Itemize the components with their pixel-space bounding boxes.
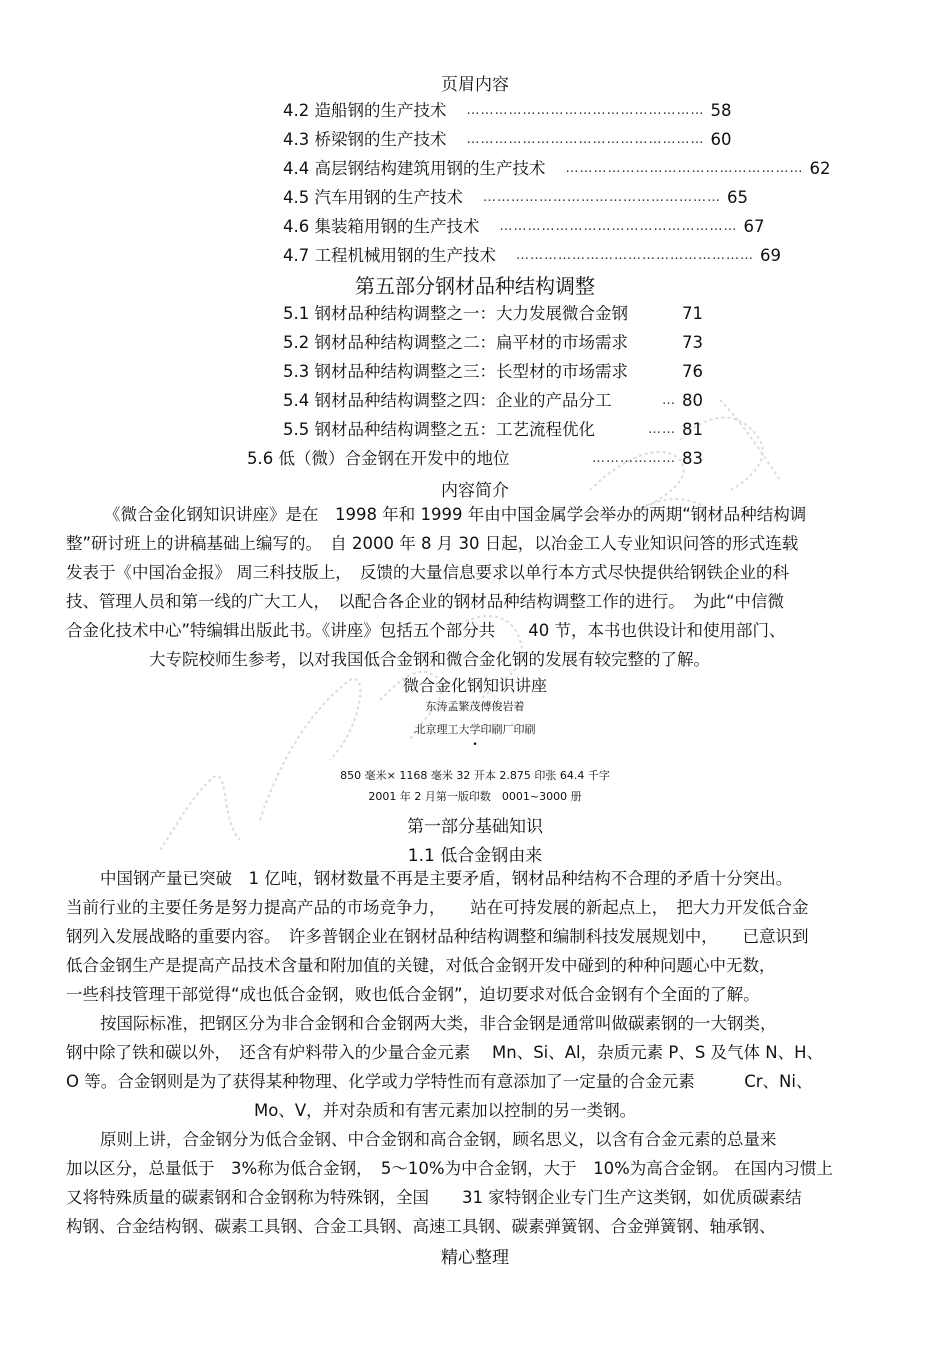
toc-entry-title: 4.3 桥梁钢的生产技术 <box>283 130 447 149</box>
book-edition: 2001 年 2 月第一版印数 0001~3000 册 <box>368 790 582 803</box>
toc-leader <box>648 302 676 326</box>
toc-entry-title: 4.2 造船钢的生产技术 <box>283 101 447 120</box>
text-line: 当前行业的主要任务是努力提高产品的市场竞争力， 站在可持发展的新起点上， 把大力开发低合金 <box>66 898 809 917</box>
toc-leader: …… <box>648 422 676 437</box>
toc-entry[interactable] <box>283 244 781 268</box>
part1-title: 第一部分基础知识 <box>407 817 543 837</box>
book-title: 微合金化钢知识讲座 <box>402 676 547 695</box>
toc-entry-title: 4.5 汽车用钢的生产技术 <box>283 188 463 207</box>
book-spec: 850 毫米× 1168 毫米 32 开本 2.875 印张 64.4 千字 <box>340 769 610 782</box>
toc-entry-title: 5.4 钢材品种结构调整之四：企业的产品分工 <box>283 391 612 410</box>
page-header: 页眉内容 <box>441 75 509 95</box>
toc-entry-page: 73 <box>682 333 703 352</box>
text-line: 发表于《中国冶金报》 周三科技版上， 反馈的大量信息要求以单行本方式尽快提供给钢铁企业的科 <box>66 563 789 582</box>
text-line: 低合金钢生产是提高产品技术含量和附加值的关键，对低合金钢开发中碰到的种种问题心中无数， <box>66 956 776 975</box>
toc-leader: …………………………………………… <box>466 103 705 118</box>
text-line: 整”研讨班上的讲稿基础上编写的。 自 2000 年 8 月 30 日起，以冶金工人专业知识问答的形式连载 <box>66 534 799 553</box>
toc-entry-page: 71 <box>682 304 703 323</box>
toc-entry-title: 4.4 高层钢结构建筑用钢的生产技术 <box>283 159 546 178</box>
toc-entry-title: 5.6 低（微）合金钢在开发中的地位 <box>247 449 510 468</box>
toc-entry[interactable] <box>283 186 748 210</box>
text-line: 大专院校师生参考，以对我国低合金钢和微合金化钢的发展有较完整的了解。 <box>149 650 710 669</box>
separator-dot: • <box>472 740 478 750</box>
text-line: 中国钢产量已突破 1 亿吨，钢材数量不再是主要矛盾，钢材品种结构不合理的矛盾十分突出。 <box>100 869 793 888</box>
toc-leader: ……………… <box>592 451 676 466</box>
toc-entry[interactable] <box>283 157 831 181</box>
text-line: Mo、V，并对杂质和有害元素加以控制的另一类钢。 <box>254 1101 637 1120</box>
text-line: 钢中除了铁和碳以外， 还含有炉料带入的少量合金元素 Mn、Si、Al，杂质元素 P、S 及气体 N、H、 <box>66 1043 824 1062</box>
text-line: 《微合金化钢知识讲座》是在 1998 年和 1999 年由中国金属学会举办的两期“钢材品种结构调 <box>104 505 807 524</box>
toc-leader: … <box>662 393 676 408</box>
toc-entry-page: 81 <box>682 420 703 439</box>
toc-entry-page: 76 <box>682 362 703 381</box>
section-heading: 1.1 低合金钢由来 <box>407 846 543 866</box>
toc-entry-page: 62 <box>809 159 831 178</box>
toc-entry[interactable] <box>283 302 703 326</box>
toc-entry-title: 5.1 钢材品种结构调整之一：大力发展微合金钢 <box>283 304 628 323</box>
toc-entry[interactable] <box>283 360 703 384</box>
toc-entry-page: 69 <box>760 246 781 265</box>
toc-entry-page: 65 <box>727 188 748 207</box>
intro-heading: 内容简介 <box>441 481 509 501</box>
toc-leader: …………………………………………… <box>565 161 804 176</box>
toc-entry[interactable] <box>283 418 703 442</box>
part5-title: 第五部分钢材品种结构调整 <box>355 274 595 298</box>
text-line: 原则上讲，合金钢分为低合金钢、中合金钢和高合金钢，顾名思义，以含有合金元素的总量来 <box>100 1130 777 1149</box>
toc-leader <box>648 360 676 384</box>
book-authors: 东涛孟繁茂傅俊岩着 <box>425 700 525 713</box>
text-line: 加以区分，总量低于 3%称为低合金钢， 5～10%为中合金钢，大于 10%为高合金钢。 在国内习惯上 <box>66 1159 834 1178</box>
text-line: 技、管理人员和第一线的广大工人， 以配合各企业的钢材品种结构调整工作的进行。 为此“中信微 <box>66 592 785 611</box>
toc-leader: …………………………………………… <box>516 248 754 263</box>
toc-entry[interactable] <box>283 215 765 239</box>
text-line: 构钢、合金结构钢、碳素工具钢、合金工具钢、高速工具钢、碳素弹簧钢、合金弹簧钢、轴承钢、 <box>66 1217 776 1236</box>
toc-entry-page: 67 <box>743 217 765 236</box>
toc-entry[interactable] <box>283 389 703 413</box>
toc-entry-page: 83 <box>682 449 703 468</box>
toc-entry-title: 5.2 钢材品种结构调整之二：扁平材的市场需求 <box>283 333 628 352</box>
toc-leader <box>648 331 676 355</box>
toc-entry[interactable] <box>247 447 703 471</box>
text-line: 合金化技术中心”特编辑出版此书。《讲座》包括五个部分共 40 节，本书也供设计和使用部门、 <box>66 621 786 640</box>
toc-entry-page: 60 <box>710 130 732 149</box>
toc-entry-title: 4.7 工程机械用钢的生产技术 <box>283 246 496 265</box>
book-printer: 北京理工大学印刷厂印刷 <box>414 723 536 736</box>
toc-entry-title: 4.6 集装箱用钢的生产技术 <box>283 217 480 236</box>
page-footer: 精心整理 <box>441 1248 509 1268</box>
text-line: 钢列入发展战略的重要内容。 许多普钢企业在钢材品种结构调整和编制科技发展规划中， 已意识到 <box>66 927 809 946</box>
text-line: O 等。合金钢则是为了获得某种物理、化学或力学特性而有意添加了一定量的合金元素 Cr、Ni、 <box>66 1072 813 1091</box>
toc-leader: …………………………………………… <box>466 132 705 147</box>
toc-entry[interactable] <box>283 128 732 152</box>
toc-leader: …………………………………………… <box>483 190 721 205</box>
text-line: 又将特殊质量的碳素钢和合金钢称为特殊钢，全国 31 家特钢企业专门生产这类钢，如优质碳素结 <box>66 1188 802 1207</box>
toc-leader: …………………………………………… <box>499 219 738 234</box>
toc-entry[interactable] <box>283 99 732 123</box>
text-line: 一些科技管理干部觉得“成也低合金钢，败也低合金钢”，迫切要求对低合金钢有个全面的了解。 <box>66 985 760 1004</box>
toc-entry-title: 5.5 钢材品种结构调整之五：工艺流程优化 <box>283 420 595 439</box>
toc-entry[interactable] <box>283 331 703 355</box>
text-line: 按国际标准，把钢区分为非合金钢和合金钢两大类，非合金钢是通常叫做碳素钢的一大钢类， <box>100 1014 777 1033</box>
toc-entry-title: 5.3 钢材品种结构调整之三：长型材的市场需求 <box>283 362 628 381</box>
toc-entry-page: 80 <box>682 391 703 410</box>
toc-entry-page: 58 <box>710 101 732 120</box>
